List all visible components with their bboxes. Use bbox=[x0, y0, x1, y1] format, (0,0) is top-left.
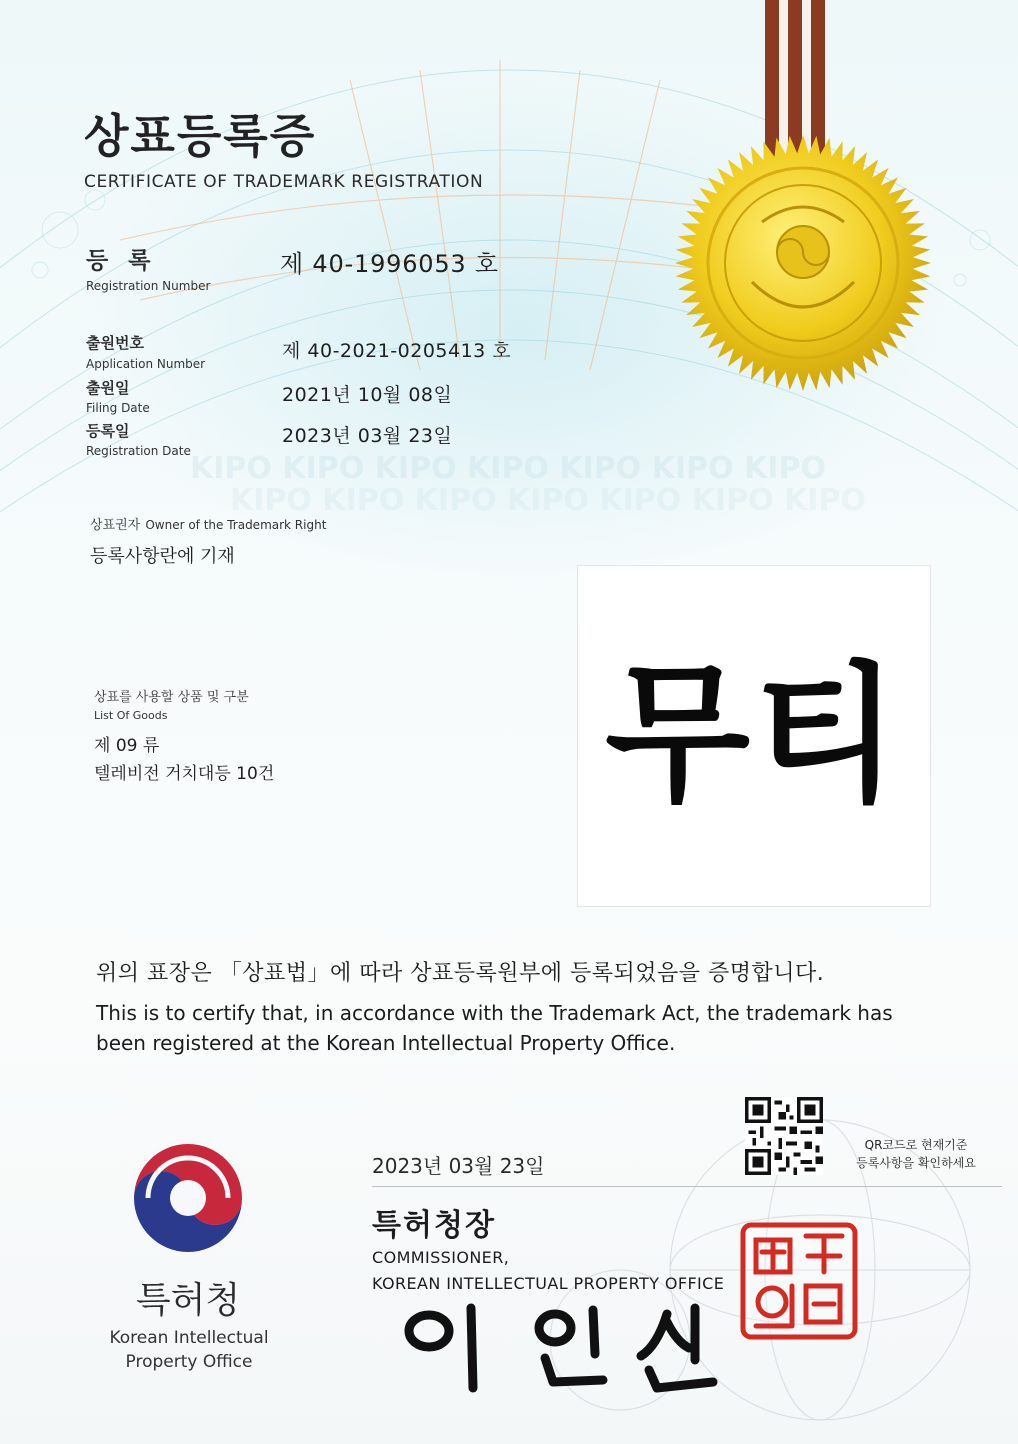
issue-date: 2023년 03월 23일 bbox=[372, 1154, 545, 1178]
goods-label-ko: 상표를 사용할 상품 및 구분 bbox=[94, 690, 249, 705]
owner-label-ko: 상표권자 bbox=[90, 518, 141, 533]
registration-date-label-ko: 등록일 bbox=[86, 422, 130, 440]
application-number: 제 40-2021-0205413 호 bbox=[282, 340, 512, 362]
certificate-title-en: CERTIFICATE OF TRADEMARK REGISTRATION bbox=[84, 172, 484, 192]
commissioner-title-en-line2: KOREAN INTELLECTUAL PROPERTY OFFICE bbox=[372, 1274, 725, 1293]
registration-label-en: Registration Number bbox=[86, 279, 211, 293]
qr-note-line1: QR코드로 현재기준 bbox=[864, 1138, 968, 1152]
certificate-title-ko: 상표등록증 bbox=[84, 109, 317, 163]
commissioner-title-en bbox=[372, 1245, 724, 1297]
goods-class: 제 09 류 bbox=[94, 736, 160, 756]
certification-text-en: This is to certify that, in accordance with the Trademark Act, the trademark has been registered at the Korean Intellectual Property Office. bbox=[96, 1001, 893, 1055]
owner-label bbox=[90, 514, 326, 533]
trademark-box bbox=[577, 565, 931, 907]
gold-seal bbox=[672, 132, 934, 394]
qr-note-line2: 등록사항을 확인하세요 bbox=[856, 1156, 976, 1170]
office-name-en: Korean Intellectual Property Office bbox=[109, 1328, 269, 1372]
filing-label-ko: 출원일 bbox=[86, 379, 130, 397]
registration-number: 제 40-1996053 호 bbox=[280, 250, 499, 278]
official-stamp bbox=[740, 1222, 858, 1340]
goods-items: 텔레비전 거치대등 10건 bbox=[94, 764, 275, 784]
owner-value: 등록사항란에 기재 bbox=[90, 546, 235, 567]
qr-code-icon[interactable] bbox=[745, 1097, 823, 1175]
svg-text:KIPO KIPO KIPO KIPO KIPO KIPO: KIPO KIPO KIPO KIPO KIPO KIPO KIPO bbox=[190, 451, 826, 486]
registration-label-ko: 등 록 bbox=[86, 248, 157, 274]
registration-date: 2023년 03월 23일 bbox=[282, 425, 453, 447]
signature-rule bbox=[372, 1186, 1002, 1187]
taeguk-logo-icon bbox=[126, 1136, 250, 1260]
qr-note bbox=[836, 1136, 996, 1172]
filing-label-en: Filing Date bbox=[86, 401, 150, 415]
trademark-text: 무티 bbox=[605, 649, 903, 823]
commissioner-title-en-line1: COMMISSIONER, bbox=[372, 1248, 510, 1267]
goods-label-en: List Of Goods bbox=[94, 709, 168, 722]
filing-date: 2021년 10월 08일 bbox=[282, 384, 453, 406]
owner-label-en: Owner of the Trademark Right bbox=[145, 518, 327, 532]
commissioner-title-ko: 특허청장 bbox=[372, 1208, 496, 1243]
certification-text-ko: 위의 표장은 「상표법」에 따라 상표등록원부에 등록되었음을 증명합니다. bbox=[96, 961, 825, 986]
svg-text:KIPO KIPO KIPO KIPO KIPO KIPO: KIPO KIPO KIPO KIPO KIPO KIPO KIPO bbox=[230, 483, 866, 518]
registration-date-label-en: Registration Date bbox=[86, 444, 191, 458]
application-label-ko: 출원번호 bbox=[86, 334, 144, 352]
signature-image bbox=[395, 1296, 725, 1396]
application-label-en: Application Number bbox=[86, 357, 206, 371]
office-name-ko: 특허청 bbox=[135, 1280, 241, 1321]
